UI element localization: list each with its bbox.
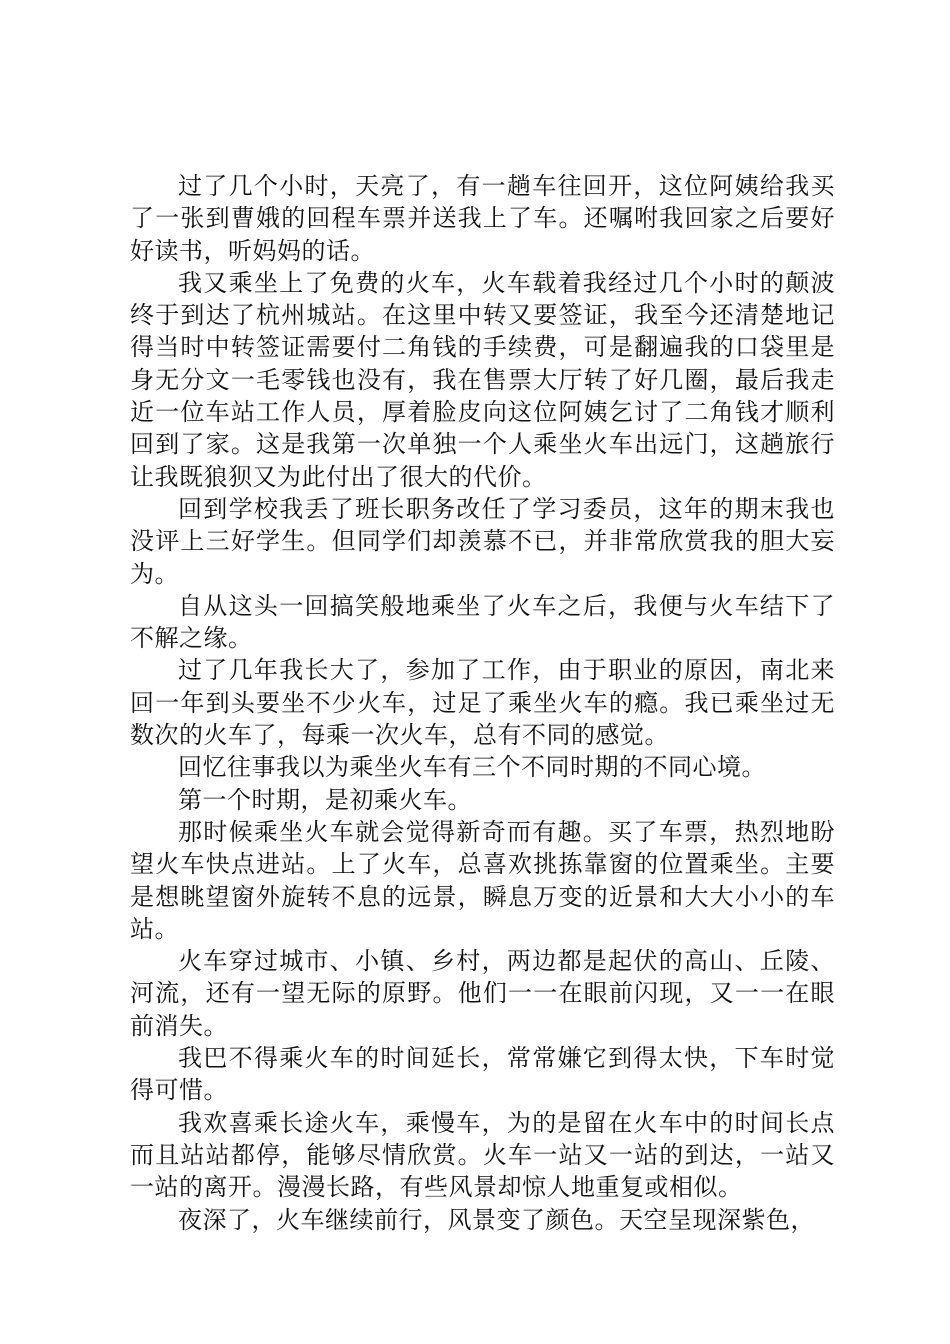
paragraph-12: 夜深了，火车继续前行，风景变了颜色。天空呈现深紫色，: [178, 1205, 815, 1234]
paragraph-4: 自从这头一回搞笑般地乘坐了火车之后，我便与火车结下了不解之缘。: [130, 591, 835, 653]
document-body: [130, 170, 835, 1236]
paragraph-2: 我又乘坐上了免费的火车，火车载着我经过几个小时的颠波终于到达了杭州城站。在这里中转又要签证，我至今还清楚地记得当时中转签证需要付二角钱的手续费，可是翻遍我的口袋里是身无分文一毛零钱也没有，我在售票大厅转了好几圈，最后我走近一位车站工作人员，厚着脸皮向这位阿姨乞讨了二角钱才顺利回到了家。这是我第一次单独一个人乘坐火车出远门，这趟旅行让我既狼狈又为此付出了很大的代价。: [130, 268, 835, 491]
paragraph-11: 我欢喜乘长途火车，乘慢车，为的是留在火车中的时间长点而且站站都停，能够尽情欣赏。火车一站又一站的到达，一站又一站的离开。漫漫长路，有些风景却惊人地重复或相似。: [130, 1108, 835, 1202]
paragraph-1: 过了几个小时，天亮了，有一趟车往回开，这位阿姨给我买了一张到曹娥的回程车票并送我上了车。还嘱咐我回家之后要好好读书，听妈妈的话。: [130, 172, 835, 265]
paragraph-9: 火车穿过城市、小镇、乡村，两边都是起伏的高山、丘陵、河流，还有一望无际的原野。他们一一在眼前闪现，又一一在眼前消失。: [130, 947, 835, 1040]
paragraph-7: 第一个时期，是初乘火车。: [178, 785, 472, 814]
paragraph-6: 回忆往事我以为乘坐火车有三个不同时期的不同心境。: [178, 753, 766, 782]
paragraph-10: 我巴不得乘火车的时间延长，常常嫌它到得太快，下车时觉得可惜。: [130, 1044, 835, 1105]
paragraph-8: 那时候乘坐火车就会觉得新奇而有趣。买了车票，热烈地盼望火车快点进站。上了火车，总喜欢挑拣靠窗的位置乘坐。主要是想眺望窗外旋转不息的远景，瞬息万变的近景和大大小小的车站。: [130, 817, 835, 943]
paragraph-5: 过了几年我长大了，参加了工作，由于职业的原因，南北来回一年到头要坐不少火车，过足了乘坐火车的瘾。我已乘坐过无数次的火车了，每乘一次火车，总有不同的感觉。: [130, 656, 835, 750]
paragraph-3: 回到学校我丢了班长职务改任了学习委员，这年的期末我也没评上三好学生。但同学们却羡慕不已，并非常欣赏我的胆大妄为。: [130, 494, 835, 588]
